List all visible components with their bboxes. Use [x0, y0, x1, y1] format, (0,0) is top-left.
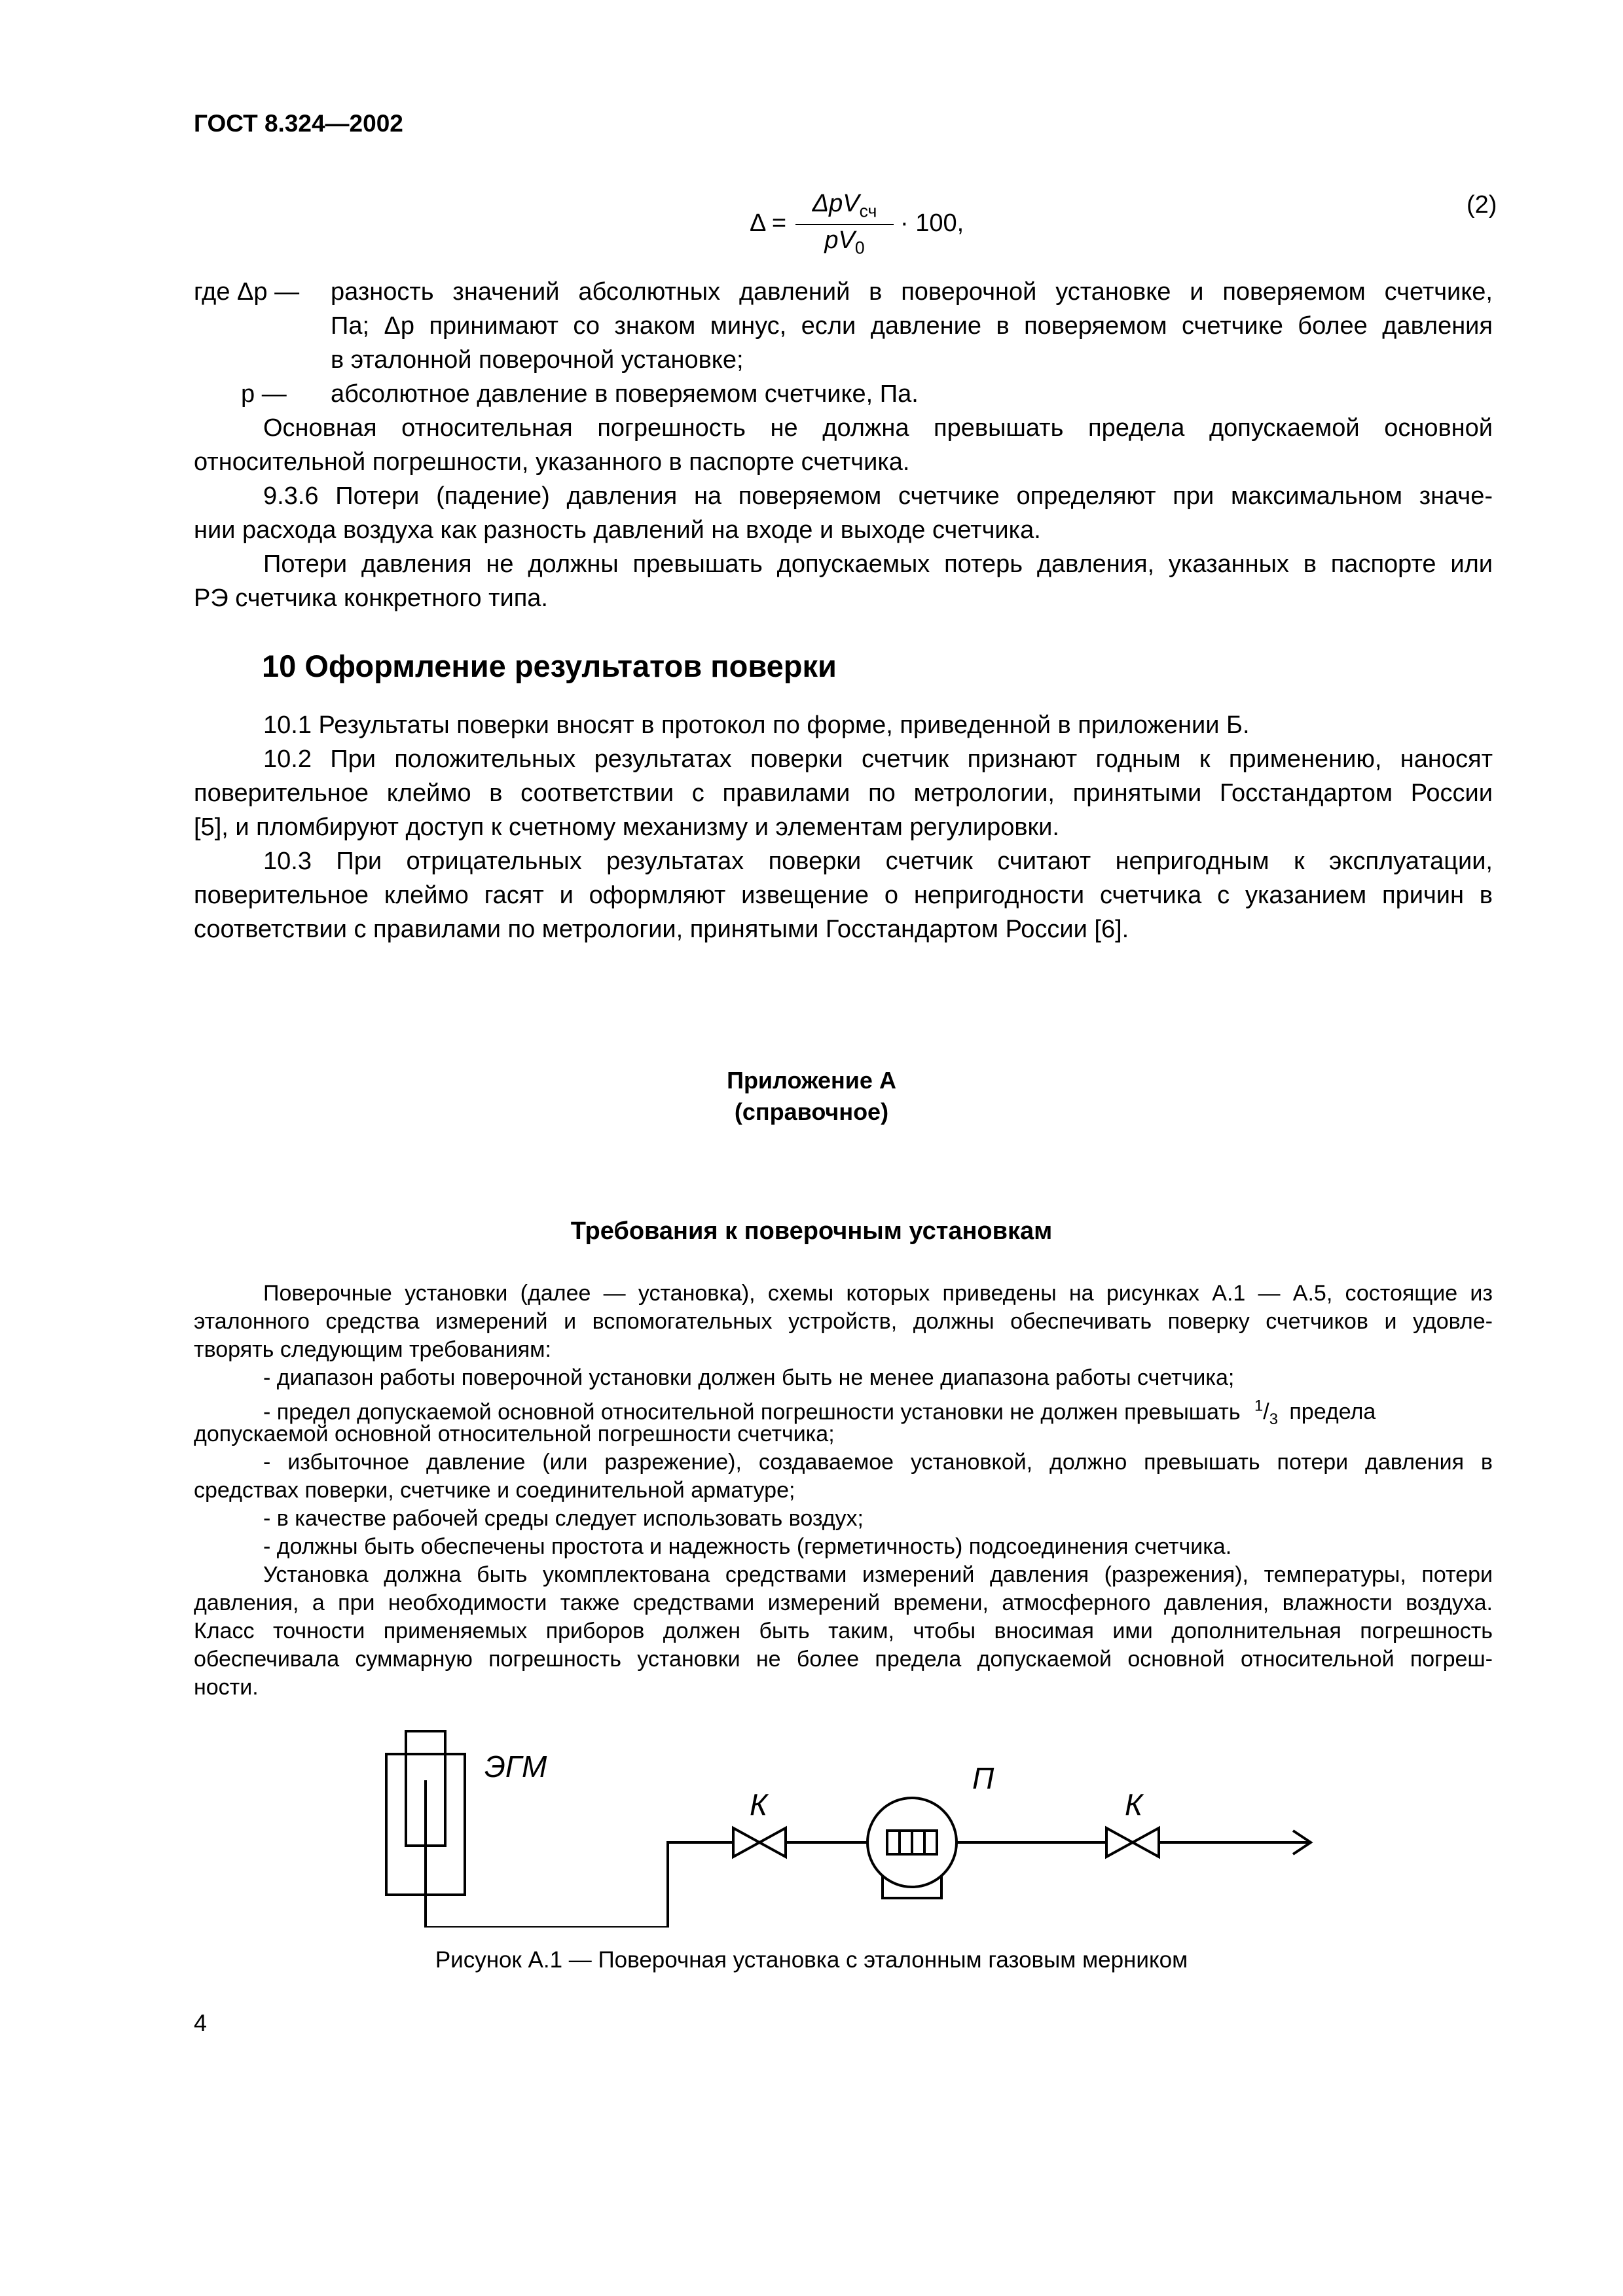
valve-k1-right: [759, 1828, 786, 1857]
appendix-para-2-line5: ности.: [194, 1675, 259, 1700]
section-10-2-line1: 10.2 При положительных результатах поверки счетчик признают годным к применению, наносят: [263, 745, 1493, 773]
requirement-item-5: - должны быть обеспечены простота и надежность (герметичность) подсоединения счетчика.: [263, 1534, 1232, 1559]
paragraph-2-line2: нии расхода воздуха как разность давлений на входе и выходе счетчика.: [194, 516, 1041, 544]
paragraph-2-line1: 9.3.6 Потери (падение) давления на поверяемом счетчике определяют при максимальном значе-: [263, 482, 1493, 510]
section-10-3-line1: 10.3 При отрицательных результатах поверки счетчик считают непригодным к эксплуатации,: [263, 848, 1493, 875]
valve-k2-right: [1133, 1828, 1159, 1857]
formula-lhs: Δ =: [750, 209, 787, 237]
appendix-para-2-line4: обеспечивала суммарную погрешность установки не более предела допускаемой основной относительной погреш-: [194, 1647, 1493, 1672]
appendix-para-1-line3: творять следующим требованиям:: [194, 1337, 551, 1362]
appendix-para-1-line2: эталонного средства измерений и вспомогательных устройств, должны обеспечивать поверку счетчиков и удовле-: [194, 1309, 1493, 1334]
label-valve-k1: К: [750, 1787, 768, 1821]
figure-caption: Рисунок А.1 — Поверочная установка с эталонным газовым мерником: [435, 1947, 1188, 1973]
requirement-item-3-line1: - избыточное давление (или разрежение), создаваемое установкой, должно превышать потери давления в: [263, 1450, 1493, 1475]
valve-k1-left: [733, 1828, 759, 1857]
appendix-para-2-line3: Класс точности применяемых приборов должен быть таким, чтобы вносимая ими дополнительная погрешность: [194, 1619, 1493, 1643]
paragraph-1-line1: Основная относительная погрешность не должна превышать предела допускаемой основной: [263, 414, 1493, 442]
requirement-item-1: - диапазон работы поверочной установки должен быть не менее диапазона работы счетчика;: [263, 1365, 1235, 1390]
requirement-item-2-line1: - предел допускаемой основной относительной погрешности установки не должен превышать $^1/_3$ предела: [263, 1397, 1376, 1429]
pipe-inlet: [426, 1842, 733, 1928]
appendix-para-2-line2: давления, а при необходимости также средствами измерений времени, атмосферного давления, влажности воздуха.: [194, 1590, 1493, 1615]
definition-term-dp: где Δp —: [194, 278, 300, 306]
document-header: ГОСТ 8.324—2002: [194, 110, 403, 137]
appendix-title: Требования к поверочным установкам: [570, 1217, 1053, 1245]
appendix-para-2-line1: Установка должна быть укомплектована средствами измерений давления (разрежения), температуры, потери: [263, 1562, 1493, 1587]
appendix-para-1-line1: Поверочные установки (далее — установка), схемы которых приведены на рисунках А.1 — А.5, состоящие из: [263, 1281, 1493, 1306]
definition-dp-line3: в эталонной поверочной установке;: [331, 346, 744, 374]
requirement-item-2-line2: допускаемой основной относительной погрешности счетчика;: [194, 1422, 835, 1446]
formula-denominator: $pV_0$: [824, 226, 865, 258]
one-third-fraction: $^1/_3$: [1254, 1397, 1278, 1429]
label-meter-p: П: [972, 1761, 994, 1795]
section-10-3-line3: соответствии с правилами по метрологии, принятыми Госстандартом России [6].: [194, 916, 1129, 943]
requirement-item-4: - в качестве рабочей среды следует использовать воздух;: [263, 1506, 864, 1531]
figure-a1-diagram: [367, 1718, 1336, 1928]
section-10-title: 10 Оформление результатов поверки: [262, 649, 837, 683]
fraction-bar: [795, 224, 894, 225]
definition-term-p: p —: [241, 380, 287, 408]
section-10-2-line3: [5], и пломбируют доступ к счетному механизму и элементам регулировки.: [194, 814, 1059, 841]
paragraph-1-line2: относительной погрешности, указанного в паспорте счетчика.: [194, 448, 910, 476]
page-number: 4: [194, 2009, 208, 2036]
paragraph-3-line1: Потери давления не должны превышать допускаемых потерь давления, указанных в паспорте или: [263, 550, 1493, 578]
definition-p-line: абсолютное давление в поверяемом счетчике, Па.: [331, 380, 919, 408]
section-10-3-line2: поверительное клеймо гасят и оформляют извещение о непригодности счетчика с указанием причин в: [194, 882, 1493, 909]
section-10-2-line2: поверительное клеймо в соответствии с правилами по метрологии, принятыми Госстандартом России: [194, 780, 1493, 807]
equation-number: (2): [1467, 191, 1497, 219]
definition-dp-line1: разность значений абсолютных давлений в поверочной установке и поверяемом счетчике,: [331, 278, 1493, 306]
definition-dp-line2: Па; Δp принимают со знаком минус, если давление в поверяемом счетчике более давления: [331, 312, 1493, 340]
formula-2: [750, 190, 985, 268]
formula-tail: · 100,: [900, 209, 964, 237]
appendix-label: Приложение А: [727, 1067, 896, 1094]
requirement-item-3-line2: средствах поверки, счетчике и соединительной арматуре;: [194, 1478, 795, 1503]
label-egm: ЭГМ: [484, 1749, 547, 1784]
valve-k2-left: [1106, 1828, 1133, 1857]
label-valve-k2: К: [1125, 1787, 1143, 1821]
appendix-kind: (справочное): [734, 1098, 889, 1125]
section-10-1: 10.1 Результаты поверки вносят в протокол по форме, приведенной в приложении Б.: [263, 711, 1250, 739]
paragraph-3-line2: РЭ счетчика конкретного типа.: [194, 584, 548, 612]
formula-numerator: ΔpV$_{сч}$: [812, 190, 877, 221]
